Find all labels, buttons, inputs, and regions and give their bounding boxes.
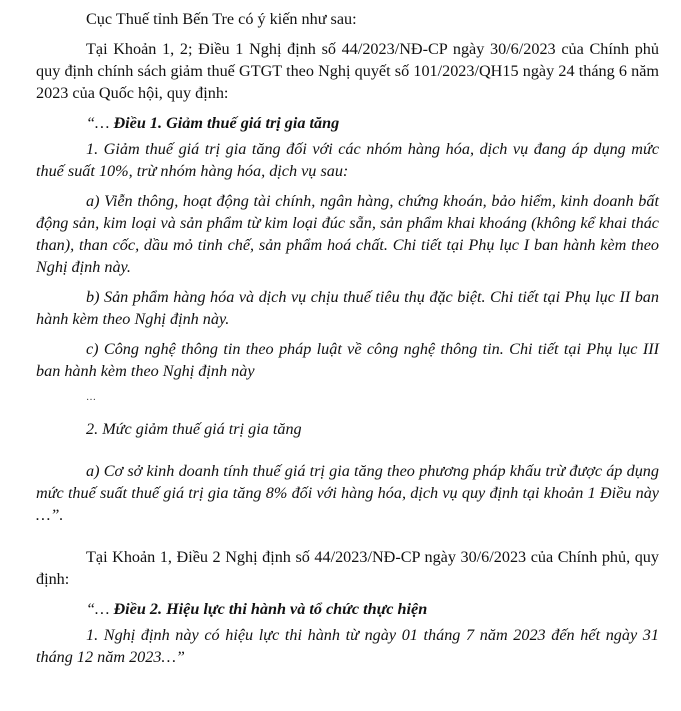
omission-ellipsis: …: [86, 392, 96, 403]
article-1-clause-1: 1. Giảm thuế giá trị gia tăng đối với các nhóm hàng hóa, dịch vụ đang áp dụng mức thuế suất 10%, trừ nhóm hàng hóa, dịch vụ sau:: [36, 140, 659, 180]
quote-open-2: “…: [86, 600, 114, 618]
legal-basis-paragraph-1: Tại Khoản 1, 2; Điều 1 Nghị định số 44/2023/NĐ-CP ngày 30/6/2023 của Chính phủ quy định chính sách giảm thuế GTGT theo Nghị quyết số 101/2023/QH15 ngày 24 tháng 6 năm 2023 của Quốc hội, quy định:: [36, 40, 659, 102]
quote-open-1: “…: [86, 114, 114, 132]
article-2-heading: [36, 598, 659, 620]
legal-basis-paragraph-2: Tại Khoản 1, Điều 2 Nghị định số 44/2023/NĐ-CP ngày 30/6/2023 của Chính phủ, quy định:: [36, 548, 659, 588]
article-1-title: Điều 1. Giảm thuế giá trị gia tăng: [113, 114, 340, 132]
article-1-clause-1a: a) Viễn thông, hoạt động tài chính, ngân hàng, chứng khoán, bảo hiểm, kinh doanh bất động sản, kim loại và sản phẩm từ kim loại đúc sẵn, sản phẩm khai khoáng (không kể khai thác than), than cốc, dầu mỏ tinh chế, sản phẩm hoá chất. Chi tiết tại Phụ lục I ban hành kèm theo Nghị định này.: [36, 192, 659, 276]
article-1-clause-1b: b) Sản phẩm hàng hóa và dịch vụ chịu thuế tiêu thụ đặc biệt. Chi tiết tại Phụ lục II ban hành kèm theo Nghị định này.: [36, 288, 659, 328]
intro-paragraph: Cục Thuế tỉnh Bến Tre có ý kiến như sau:: [86, 10, 357, 28]
article-1-clause-2a: a) Cơ sở kinh doanh tính thuế giá trị gia tăng theo phương pháp khấu trừ được áp dụng mức thuế suất thuế giá trị gia tăng 8% đối với hàng hóa, dịch vụ quy định tại khoản 1 Điều này …”.: [36, 462, 659, 524]
article-1-clause-2: 2. Mức giảm thuế giá trị gia tăng: [86, 420, 302, 438]
article-1-clause-1c: c) Công nghệ thông tin theo pháp luật về công nghệ thông tin. Chi tiết tại Phụ lục III ban hành kèm theo Nghị định này: [36, 340, 659, 380]
article-2-clause-1: 1. Nghị định này có hiệu lực thi hành từ ngày 01 tháng 7 năm 2023 đến hết ngày 31 tháng 12 năm 2023…”: [36, 626, 659, 666]
article-1-heading: [36, 112, 659, 134]
article-2-title: Điều 2. Hiệu lực thi hành và tổ chức thực hiện: [113, 600, 428, 618]
